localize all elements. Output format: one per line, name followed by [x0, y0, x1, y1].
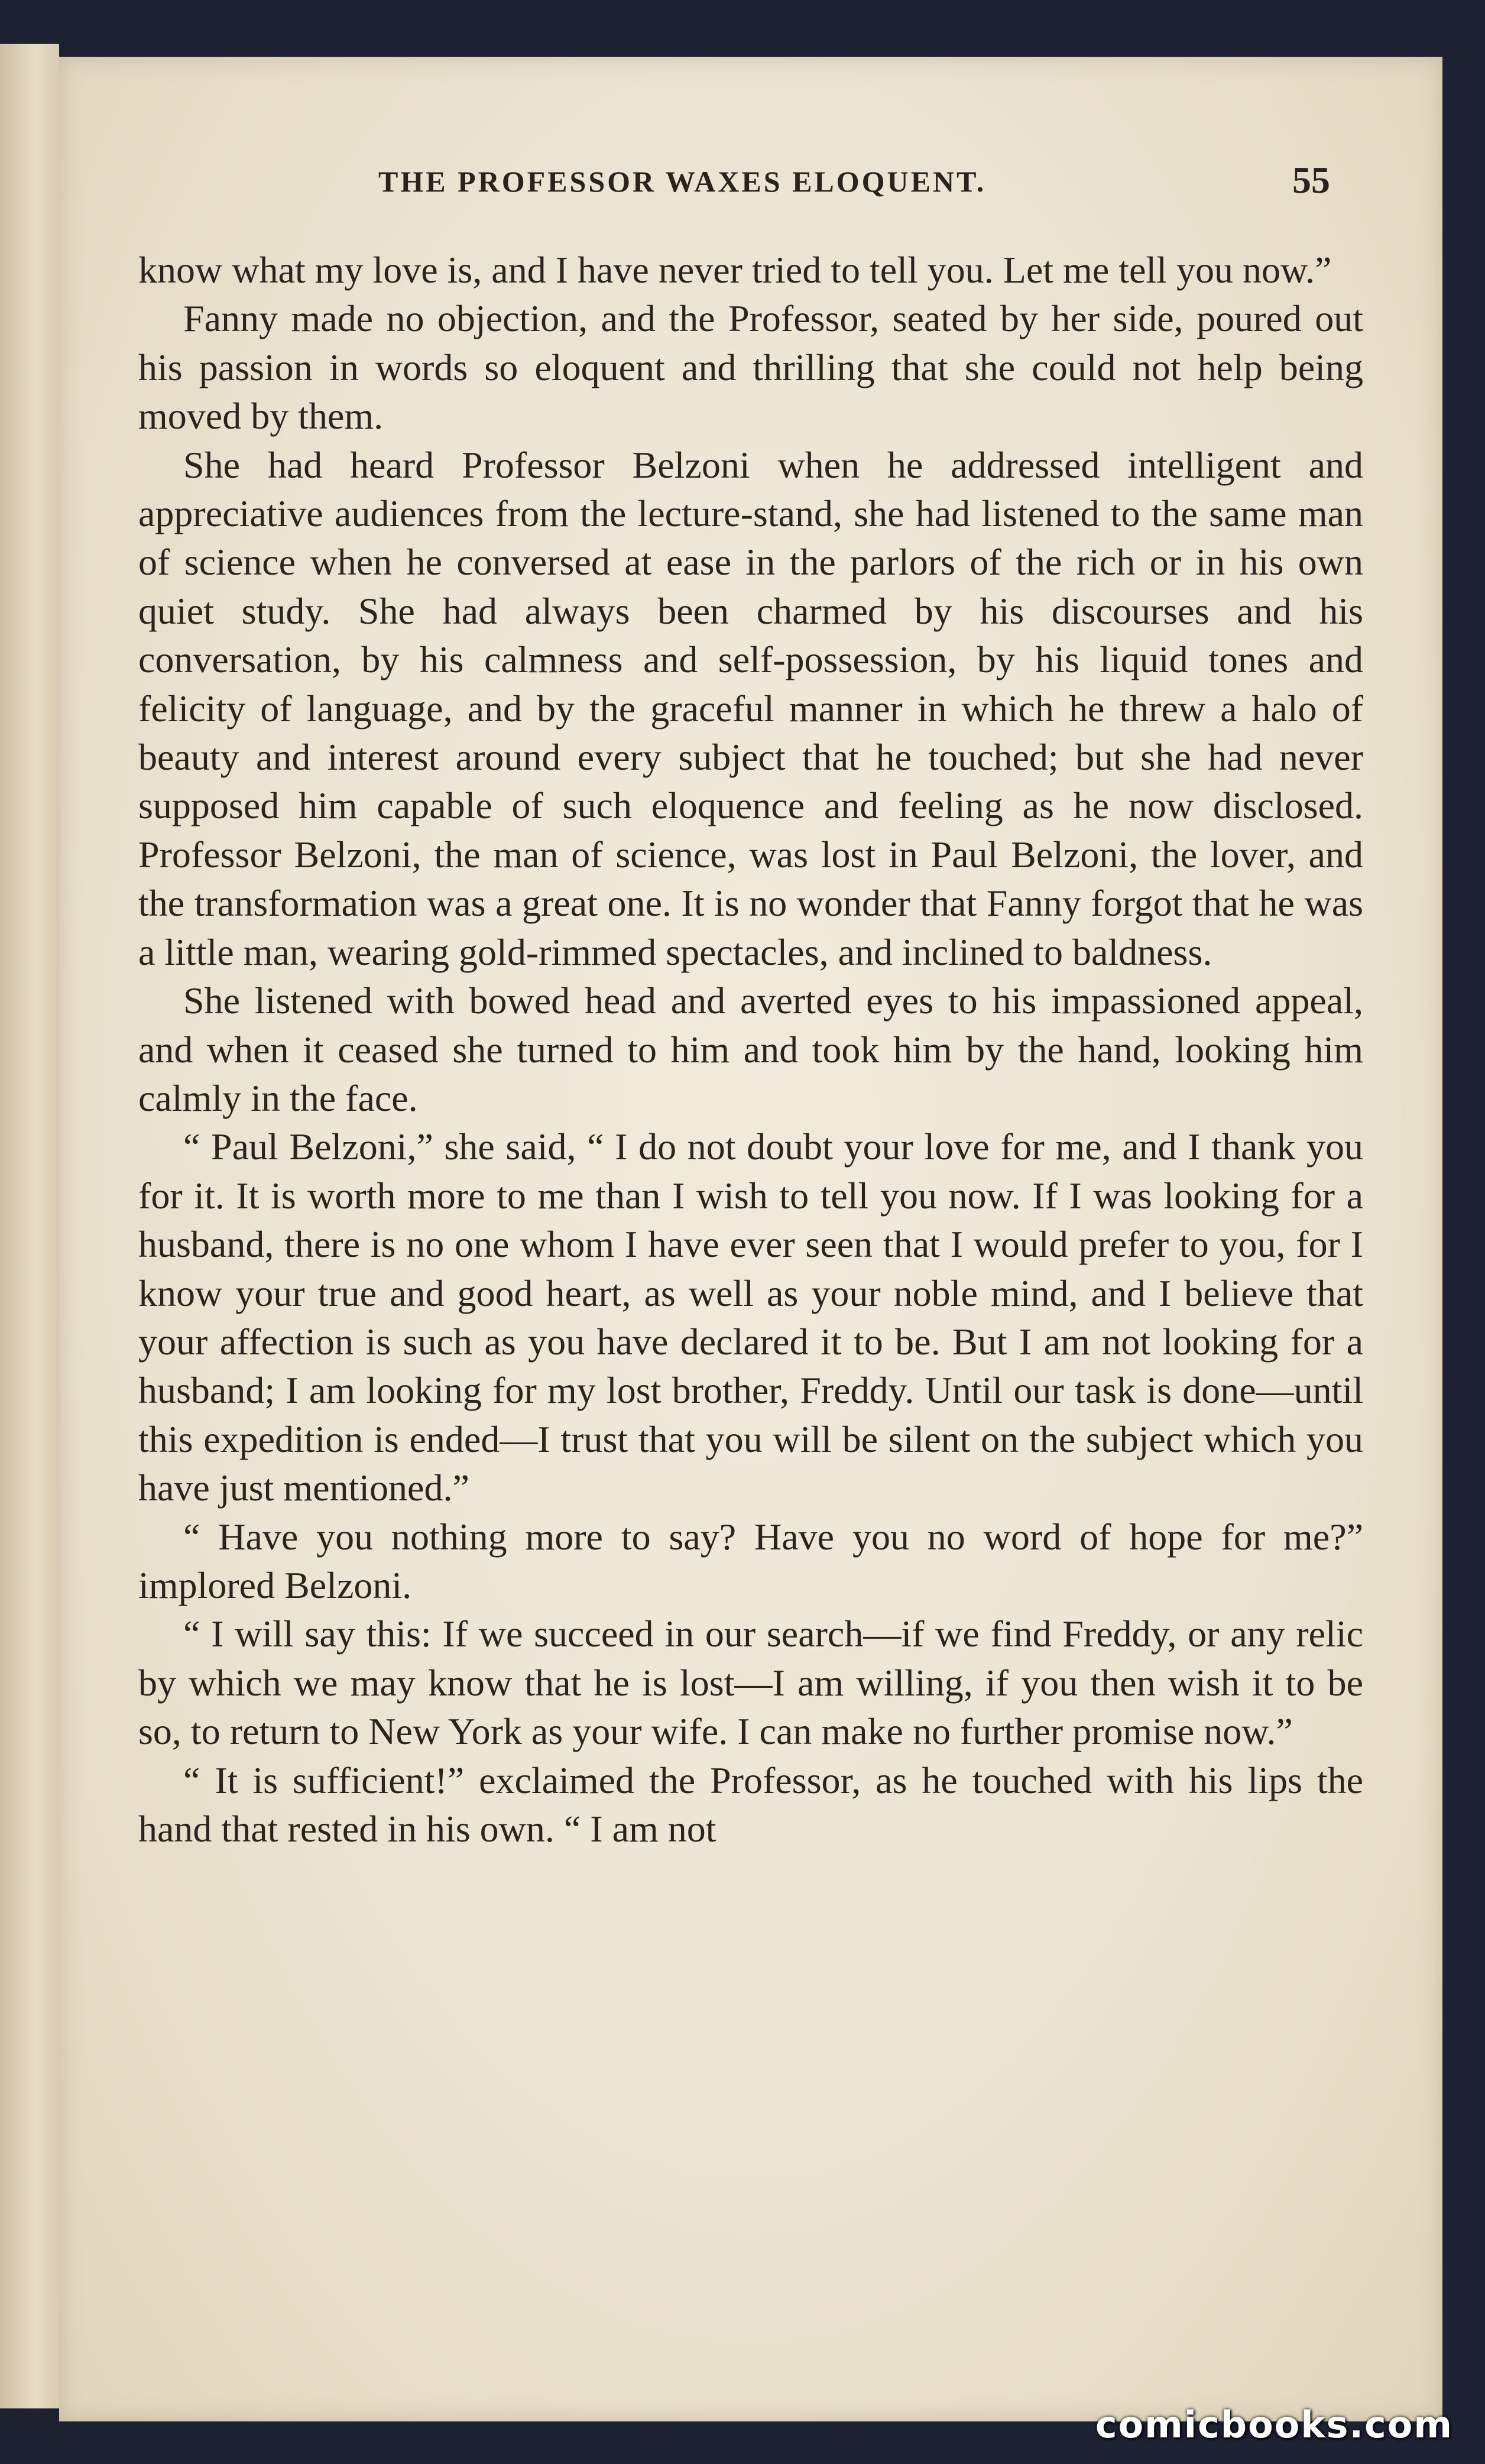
- running-head: THE PROFESSOR WAXES ELOQUENT.: [378, 165, 987, 198]
- paragraph-continued: know what my love is, and I have never tried to tell you. Let me tell you now.”: [138, 249, 1332, 291]
- watermark: comicbooks.com: [1095, 2403, 1453, 2446]
- paragraph: Fanny made no objection, and the Professor, seated by her side, poured out his passion in words so eloquent and thrilling that she could not help being moved by them.: [138, 297, 1363, 437]
- paragraph: She listened with bowed head and averted eyes to his impassioned appeal, and when it ceased she turned to him and took him by the hand, looking him calmly in the face.: [138, 980, 1363, 1119]
- paragraph: “ I will say this: If we succeed in our search—if we find Freddy, or any relic by which we may know that he is lost—I am willing, if you then wish it to be so, to return to New York as your wife. I can make no further promise now.”: [138, 1613, 1363, 1753]
- page-number: 55: [1292, 159, 1330, 201]
- paragraph: “ Have you nothing more to say? Have you no word of hope for me?” implored Belzoni.: [138, 1515, 1363, 1606]
- page-header: [59, 158, 1442, 206]
- body-text: [138, 246, 1363, 1853]
- book-page: [59, 57, 1442, 2421]
- paragraph: “ Paul Belzoni,” she said, “ I do not doubt your love for me, and I thank you for it. It is worth more to me than I wish to tell you now. If I was looking for a husband, there is no one whom I have ever seen that I would prefer to you, for I know your true and good heart, as well as your noble mind, and I believe that your affection is such as you have declared it to be. But I am not looking for a husband; I am looking for my lost brother, Freddy. Until our task is done—until this expedition is ended—I trust that you will be silent on the subject which you have just mentioned.”: [138, 1126, 1363, 1509]
- paragraph-final: “ It is sufficient!” exclaimed the Professor, as he touched with his lips the hand that rested in his own. “ I am not: [138, 1759, 1363, 1850]
- paragraph: She had heard Professor Belzoni when he addressed intelligent and appreciative audiences from the lecture-stand, she had listened to the same man of science when he conversed at ease in the parlors of the rich or in his own quiet study. She had always been charmed by his discourses and his conversation, by his calmness and self-possession, by his liquid tones and felicity of language, and by the graceful manner in which he threw a halo of beauty and interest around every subject that he touched; but she had never supposed him capable of such eloquence and feeling as he now disclosed. Professor Belzoni, the man of science, was lost in Paul Belzoni, the lover, and the transformation was a great one. It is no wonder that Fanny forgot that he was a little man, wearing gold-rimmed spectacles, and inclined to baldness.: [138, 443, 1363, 973]
- previous-page-edge: [0, 44, 59, 2408]
